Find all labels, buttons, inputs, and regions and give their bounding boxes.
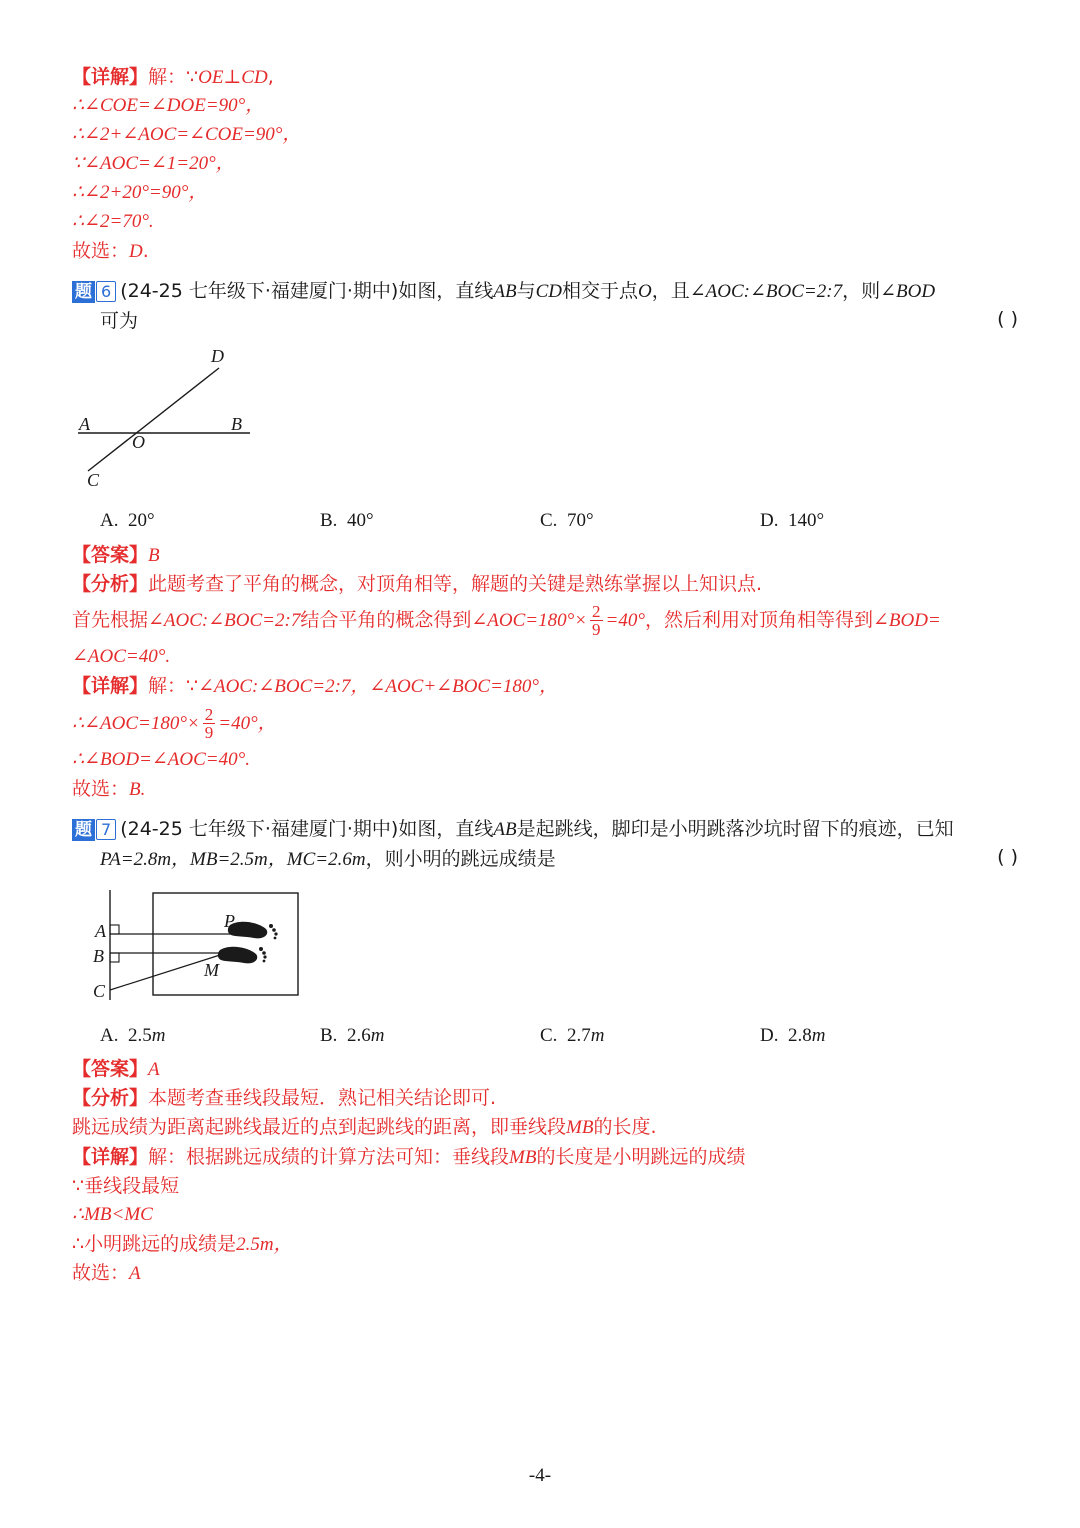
- q6-choice-c[interactable]: C. 70°: [540, 510, 594, 531]
- q6-label-o: O: [132, 432, 145, 452]
- q6-answer-paren: ( ): [997, 308, 1018, 330]
- q6-answer: 【答案】B: [72, 544, 160, 566]
- q6-choice-d[interactable]: D. 140°: [760, 510, 825, 531]
- q7-choice-c[interactable]: C. 2.7m: [540, 1025, 605, 1046]
- q7-detail-line-2: ∵垂线段最短: [72, 1175, 180, 1197]
- q6-label-a: A: [79, 414, 90, 434]
- prev-choose-line: 故选：D.: [72, 240, 149, 262]
- q7-footprint-lower: [218, 947, 267, 964]
- prev-detail-line-1: 【详解】解：∵OE⊥CD,: [72, 66, 274, 88]
- q6-detail-line-3: ∴∠BOD=∠AOC=40°.: [72, 749, 250, 770]
- q6-stem-line-2: 可为: [100, 310, 139, 332]
- q7-right-angle-a: [110, 925, 119, 934]
- q7-detail-line-1: 【详解】解：根据跳远成绩的计算方法可知：垂线段MB的长度是小明跳远的成绩: [72, 1146, 746, 1168]
- q7-label-c: C: [93, 981, 106, 1001]
- q6-fraction-2: $\frac{2}{9}$: [204, 705, 214, 742]
- q6-detail-line-2: ∴∠AOC=180°× $\frac{2}{9}$ =40°，: [72, 705, 277, 742]
- q7-badge: 题: [72, 819, 95, 841]
- q6-detail-line-1: 【详解】解：∵∠AOC:∠BOC=2:7，∠AOC+∠BOC=180°，: [72, 675, 559, 697]
- q7-analysis-line-2: 跳远成绩为距离起跳线最近的点到起跳线的距离，即垂线段MB的长度.: [72, 1116, 657, 1138]
- q6-choice-b[interactable]: B. 40°: [320, 510, 374, 531]
- q6-analysis-line-3: ∠AOC=40°.: [72, 646, 171, 667]
- prev-detail-line-5: ∴∠2+20°=90°，: [72, 182, 208, 203]
- q6-label-c: C: [87, 470, 100, 490]
- q6-choice-a[interactable]: A. 20°: [100, 510, 155, 531]
- q6-source: (24-25 七年级下·福建厦门·期中): [120, 280, 399, 302]
- q7-label-p: P: [224, 911, 235, 931]
- q7-label-b: B: [93, 946, 104, 966]
- q7-sandpit: [153, 893, 298, 995]
- q7-choice-b[interactable]: B. 2.6m: [320, 1025, 385, 1046]
- prev-detail-line-6: ∴∠2=70°.: [72, 211, 154, 232]
- q6-line-cd: [88, 368, 219, 471]
- q6-stem-line-1: 题 6 (24-25 七年级下·福建厦门·期中)如图，直线AB与CD相交于点O，且∠AOC:∠BOC=2:7，则∠BOD: [72, 278, 935, 305]
- q7-label-a: A: [95, 921, 106, 941]
- q7-stem-line-2: PA=2.8m，MB=2.5m，MC=2.6m，则小明的跳远成绩是: [100, 848, 556, 870]
- q7-choice-d[interactable]: D. 2.8m: [760, 1025, 826, 1046]
- prev-detail-line-4: ∵∠AOC=∠1=20°，: [72, 153, 235, 174]
- q6-label-b: B: [231, 414, 242, 434]
- q6-figure: [72, 340, 272, 495]
- q6-analysis-line-2: 首先根据∠AOC:∠BOC=2:7结合平角的概念得到∠AOC=180°× $\frac{2}{9}$ =40°，然后利用对顶角相等得到∠BOD=: [72, 602, 941, 639]
- q7-right-angle-b: [110, 953, 119, 962]
- q7-answer: 【答案】A: [72, 1058, 160, 1080]
- q7-label-m: M: [204, 960, 219, 980]
- page-number: -4-: [528, 1465, 552, 1486]
- q7-footprint-upper: [228, 922, 278, 940]
- q7-choice-a[interactable]: A. 2.5m: [100, 1025, 166, 1046]
- q7-figure: [88, 885, 308, 1005]
- q6-choose-line: 故选：B.: [72, 778, 146, 800]
- q7-detail-line-4: ∴小明跳远的成绩是2.5m，: [72, 1233, 293, 1255]
- q7-source: (24-25 七年级下·福建厦门·期中): [120, 818, 399, 840]
- q7-detail-line-3: ∴MB<MC: [72, 1204, 153, 1225]
- q6-number: 6: [96, 281, 116, 302]
- q6-badge: 题: [72, 281, 95, 303]
- q6-analysis: 【分析】此题考查了平角的概念，对顶角相等，解题的关键是熟练掌握以上知识点.: [72, 573, 763, 595]
- q6-fraction-1: $\frac{2}{9}$: [592, 602, 601, 639]
- prev-detail-line-3: ∴∠2+∠AOC=∠COE=90°，: [72, 124, 302, 145]
- prev-detail-line-2: ∴∠COE=∠DOE=90°，: [72, 95, 265, 116]
- q7-analysis: 【分析】本题考查垂线段最短．熟记相关结论即可.: [72, 1087, 497, 1109]
- q7-choose-line: 故选：A: [72, 1262, 141, 1284]
- q6-label-d: D: [211, 346, 224, 366]
- q7-answer-paren: ( ): [997, 846, 1018, 868]
- q7-number: 7: [96, 819, 116, 840]
- q7-stem-line-1: 题 7 (24-25 七年级下·福建厦门·期中)如图，直线AB是起跳线，脚印是小明跳落沙坑时留下的痕迹，已知: [72, 816, 954, 843]
